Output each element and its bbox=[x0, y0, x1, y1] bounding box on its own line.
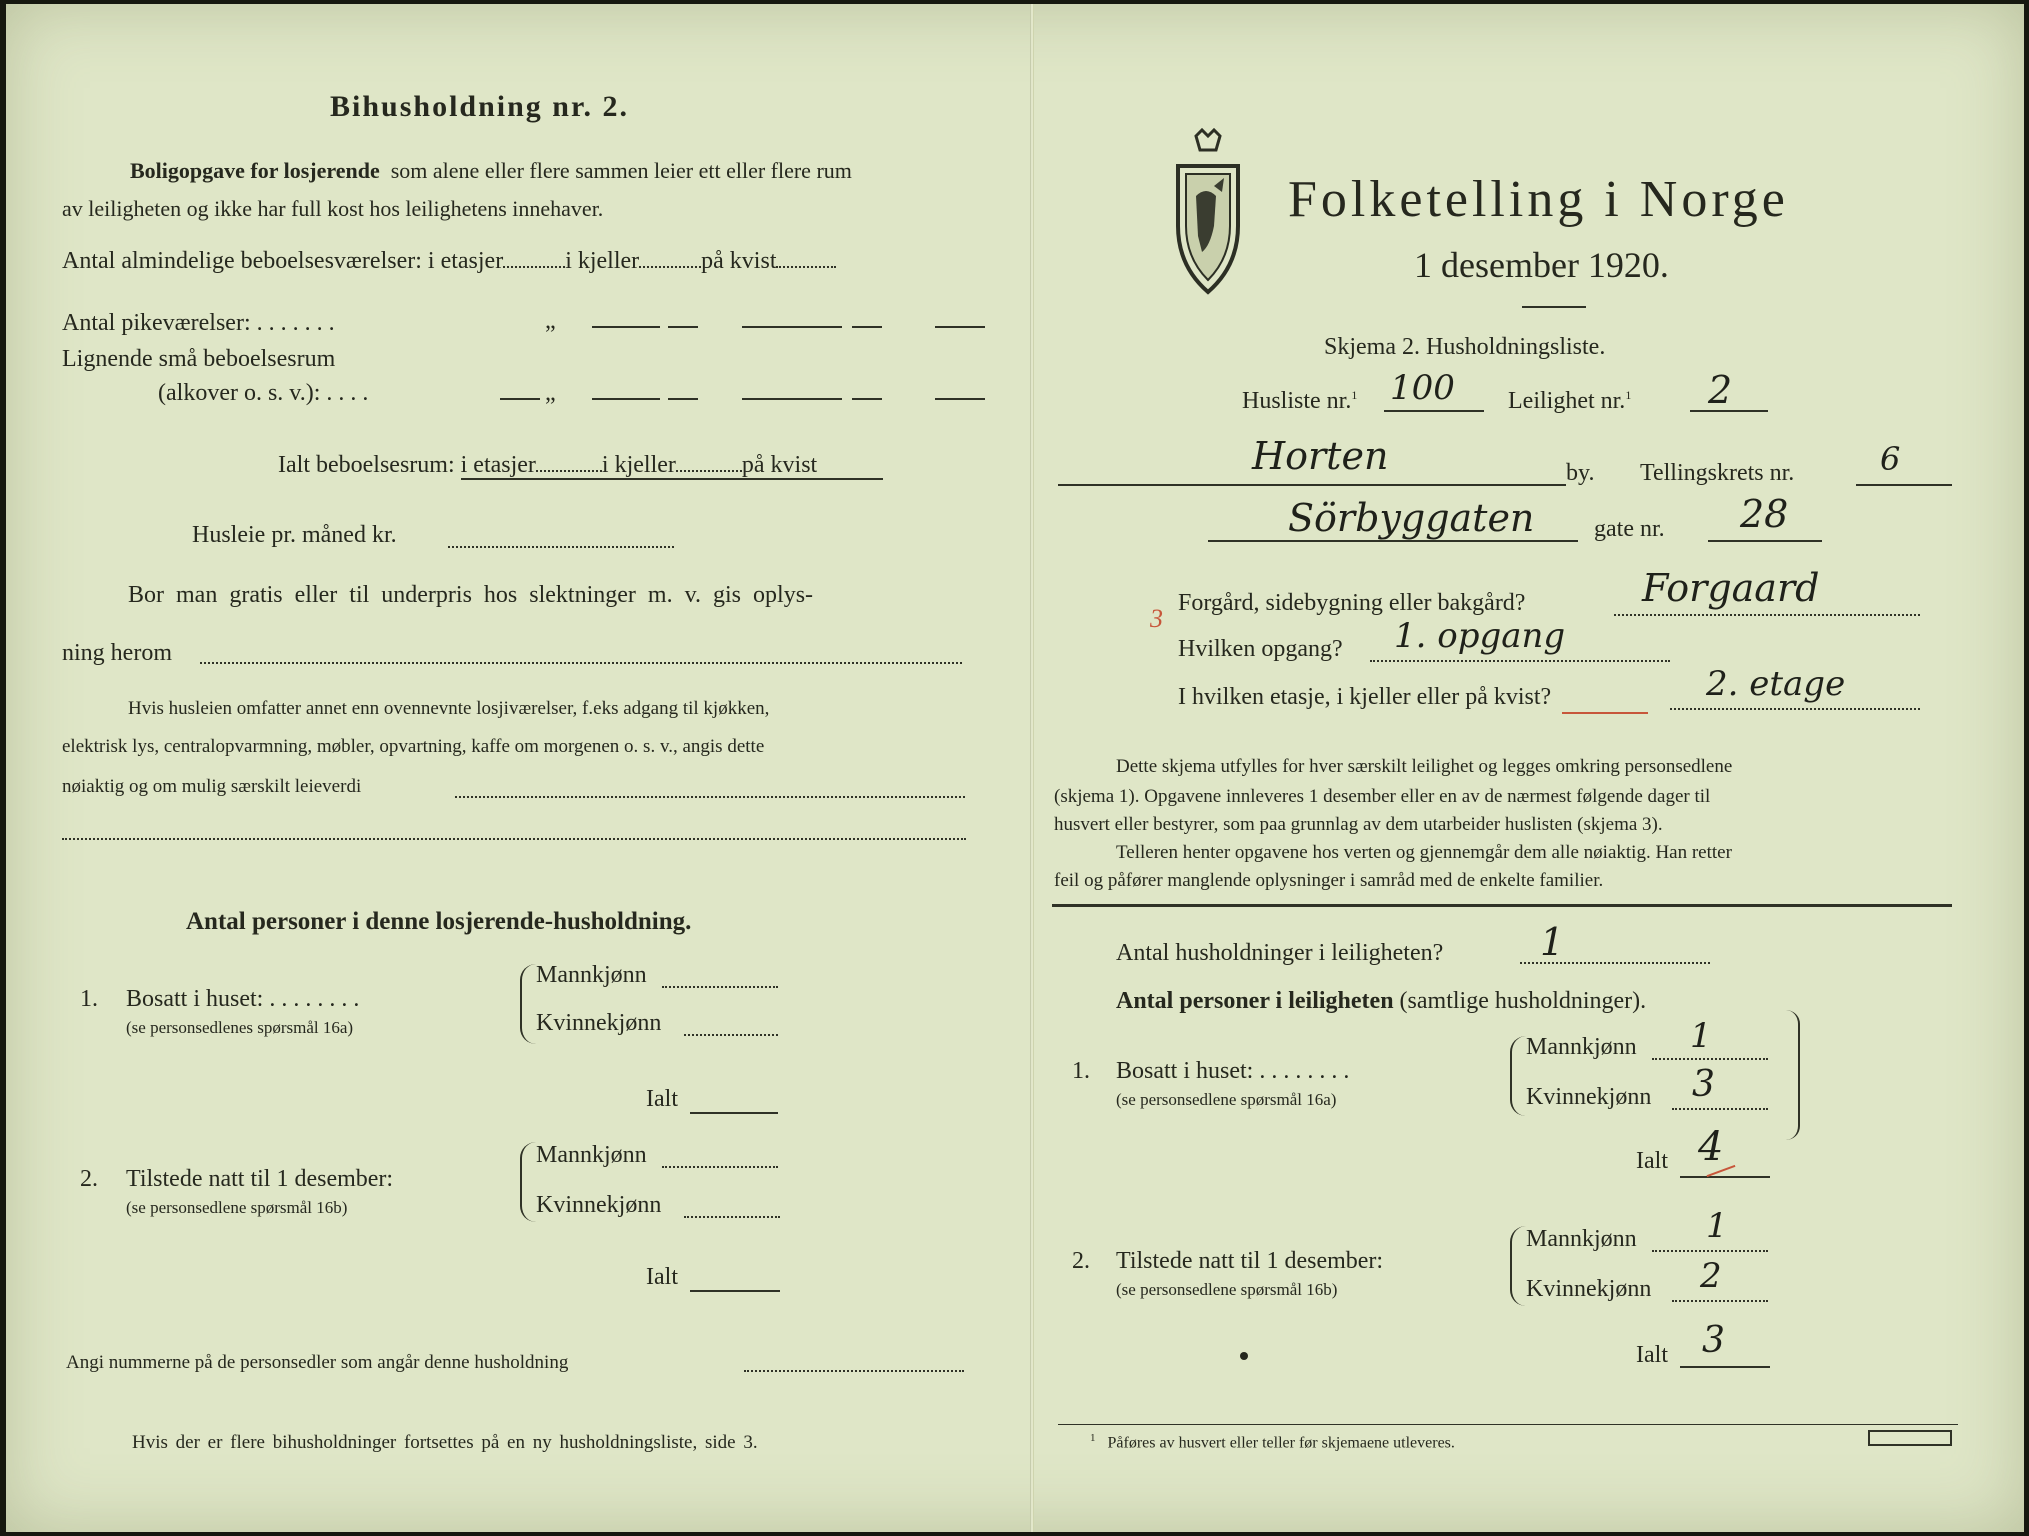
households-label: Antal husholdninger i leiligheten? bbox=[1116, 940, 1444, 966]
left-q2-male-line bbox=[662, 1166, 778, 1168]
right-q2-total-line bbox=[1680, 1366, 1770, 1368]
slip-numbers-line bbox=[744, 1370, 964, 1372]
ink-dot bbox=[1240, 1352, 1248, 1360]
right-q1-male-label: Mannkjønn bbox=[1526, 1034, 1637, 1060]
instructions-3: husvert eller bestyrer, som paa grunnlag av dem utarbeider huslisten (skjema 3). bbox=[1054, 814, 1663, 835]
right-q1-female-value: 3 bbox=[1692, 1064, 1715, 1105]
maid-rooms-row: Antal pikeværelser: . . . . . . . bbox=[62, 310, 335, 336]
lodger-intro-line2: av leiligheten og ikke har full kost hos leilighetens innehaver. bbox=[62, 196, 604, 221]
gate-value: 28 bbox=[1740, 492, 1789, 536]
right-q1-total-value: 4 bbox=[1698, 1124, 1724, 1170]
right-q1-brace bbox=[1510, 1036, 1526, 1116]
left-q2-female-line bbox=[684, 1216, 780, 1218]
title-rule bbox=[1522, 306, 1586, 308]
left-q2-female-label: Kvinnekjønn bbox=[536, 1192, 662, 1218]
left-q1-label: Bosatt i huset: . . . . . . . . bbox=[126, 986, 360, 1012]
free-line bbox=[200, 662, 962, 664]
husliste-value: 100 bbox=[1390, 368, 1455, 408]
maid-kvist-line bbox=[935, 326, 985, 328]
printer-stamp bbox=[1868, 1430, 1952, 1446]
etasje-line bbox=[1670, 708, 1920, 710]
left-q2-brace bbox=[520, 1142, 536, 1222]
left-q2-label: Tilstede natt til 1 desember: bbox=[126, 1166, 394, 1192]
left-q1-note: (se personsedlenes spørsmål 16a) bbox=[126, 1018, 354, 1037]
town-suffix: by. bbox=[1566, 460, 1595, 486]
right-q2-male-label: Mannkjønn bbox=[1526, 1226, 1637, 1252]
left-q1-total-label: Ialt bbox=[646, 1086, 678, 1112]
alkover-label: (alkover o. s. v.): . . . . bbox=[158, 380, 369, 406]
right-q2-note: (se personsedlene spørsmål 16b) bbox=[1116, 1280, 1338, 1299]
instructions-5: feil og påfører manglende oplysninger i samråd med de enkelte familier. bbox=[1054, 870, 1604, 891]
free-line2: ning herom bbox=[62, 640, 172, 666]
left-q2-total-label: Ialt bbox=[646, 1264, 678, 1290]
right-q2-female-line bbox=[1672, 1300, 1768, 1302]
left-q1-male-line bbox=[662, 986, 778, 988]
small-rooms-label: Lignende små beboelsesrum bbox=[62, 346, 336, 372]
right-q2-number: 2. bbox=[1072, 1248, 1090, 1274]
instructions-1: Dette skjema utfylles for hver særskilt leilighet og legges omkring personsedlene bbox=[1116, 756, 1733, 777]
ditto-mark-2: „ bbox=[545, 380, 556, 406]
gate-label: gate nr. bbox=[1594, 516, 1665, 542]
free-line1: Bor man gratis eller til underpris hos slektninger m. v. gis oplys- bbox=[128, 582, 814, 608]
right-q1-male-line bbox=[1652, 1058, 1768, 1060]
husliste-label: Husliste nr.$^1$ bbox=[1242, 388, 1358, 414]
rent-note-line bbox=[455, 796, 965, 798]
left-q1-male-label: Mannkjønn bbox=[536, 962, 647, 988]
maid-kjeller-line bbox=[742, 326, 842, 328]
right-q2-total-label: Ialt bbox=[1636, 1342, 1668, 1368]
alkover-kjeller-line bbox=[742, 398, 842, 400]
krets-value: 6 bbox=[1880, 440, 1901, 478]
census-date: 1 desember 1920. bbox=[1414, 245, 1669, 285]
rent-label: Husleie pr. måned kr. bbox=[192, 522, 397, 548]
right-persons-heading: Antal personer i leiligheten (samtlige husholdninger). bbox=[1116, 988, 1647, 1014]
right-q1-number: 1. bbox=[1072, 1058, 1090, 1084]
leilighet-line bbox=[1690, 410, 1768, 412]
left-title: Bihusholdning nr. 2. bbox=[330, 90, 630, 123]
census-title: Folketelling i Norge bbox=[1288, 171, 1789, 228]
rent-note-extra-line bbox=[62, 838, 966, 840]
krets-label: Tellingskrets nr. bbox=[1640, 460, 1795, 486]
right-q1-male-value: 1 bbox=[1690, 1016, 1712, 1056]
right-q2-total-value: 3 bbox=[1702, 1320, 1725, 1361]
forgaard-line bbox=[1614, 614, 1920, 616]
left-q1-total-line bbox=[690, 1112, 778, 1114]
households-line bbox=[1520, 962, 1710, 964]
right-q2-male-value: 1 bbox=[1706, 1206, 1728, 1246]
form-name: Skjema 2. Husholdningsliste. bbox=[1324, 334, 1606, 360]
opgang-value: 1. opgang bbox=[1394, 616, 1566, 656]
rooms-row: Antal almindelige beboelsesværelser: i etasjer i kjeller på kvist bbox=[62, 248, 836, 275]
right-q1-total-line bbox=[1680, 1176, 1770, 1178]
left-q2-total-line bbox=[690, 1290, 780, 1292]
rent-note-3: nøiaktig og om mulig særskilt leieverdi bbox=[62, 776, 362, 797]
street-line bbox=[1208, 540, 1578, 542]
total-rooms-row: Ialt beboelsesrum: i etasjer i kjeller på kvist bbox=[278, 452, 883, 479]
section-rule bbox=[1052, 904, 1952, 907]
alkover-ditto-1 bbox=[668, 398, 698, 400]
left-q1-female-line bbox=[684, 1034, 778, 1036]
etasje-red-underline bbox=[1562, 712, 1648, 714]
right-q1-female-line bbox=[1672, 1108, 1768, 1110]
right-q2-male-line bbox=[1652, 1250, 1768, 1252]
right-q1-total-label: Ialt bbox=[1636, 1148, 1668, 1174]
alkover-ditto-2 bbox=[852, 398, 882, 400]
gate-line bbox=[1708, 540, 1822, 542]
etasje-label: I hvilken etasje, i kjeller eller på kvist? bbox=[1178, 684, 1552, 710]
instructions-4: Telleren henter opgavene hos verten og gjennemgår dem alle nøiaktig. Han retter bbox=[1116, 842, 1732, 863]
instructions-2: (skjema 1). Opgavene innleveres 1 desember eller en av de nærmest følgende dager til bbox=[1054, 786, 1711, 807]
opgang-label: Hvilken opgang? bbox=[1178, 636, 1343, 662]
rent-note-2: elektrisk lys, centralopvarmning, møbler, opvartning, kaffe om morgenen o. s. v., angis dette bbox=[62, 736, 765, 757]
maid-etasjer-line bbox=[592, 326, 660, 328]
ditto-mark: „ bbox=[545, 308, 556, 334]
right-q1-note: (se personsedlene spørsmål 16a) bbox=[1116, 1090, 1337, 1109]
maid-ditto-1 bbox=[668, 326, 698, 328]
etasje-value: 2. etage bbox=[1706, 664, 1846, 704]
left-q2-note: (se personsedlene spørsmål 16b) bbox=[126, 1198, 348, 1217]
left-q2-number: 2. bbox=[80, 1166, 98, 1192]
left-persons-heading: Antal personer i denne losjerende-husholdning. bbox=[186, 908, 692, 935]
left-footer: Hvis der er flere bihusholdninger fortsettes på en ny husholdningsliste, side 3. bbox=[132, 1432, 758, 1453]
slip-numbers-label: Angi nummerne på de personsedler som angår denne husholdning bbox=[66, 1352, 569, 1373]
forgaard-label: Forgård, sidebygning eller bakgård? bbox=[1178, 590, 1526, 616]
left-q2-male-label: Mannkjønn bbox=[536, 1142, 647, 1168]
right-q1-label: Bosatt i huset: . . . . . . . . bbox=[1116, 1058, 1350, 1084]
right-q1-pencil-bracket bbox=[1784, 1010, 1800, 1140]
norwegian-coat-of-arms-icon bbox=[1166, 126, 1250, 296]
krets-line bbox=[1856, 484, 1952, 486]
street-value: Sörbyggaten bbox=[1288, 496, 1535, 540]
footnote: $^1$ Påføres av husvert eller teller før skjemaene utleveres. bbox=[1090, 1432, 1455, 1452]
page-fold bbox=[1030, 4, 1034, 1532]
alkover-line-a bbox=[500, 398, 540, 400]
husliste-line bbox=[1384, 410, 1484, 412]
maid-ditto-2 bbox=[852, 326, 882, 328]
rent-line bbox=[448, 546, 674, 548]
right-q2-brace bbox=[1510, 1226, 1526, 1306]
footnote-rule bbox=[1058, 1424, 1958, 1425]
right-q1-female-label: Kvinnekjønn bbox=[1526, 1084, 1652, 1110]
town-line bbox=[1058, 484, 1566, 486]
leilighet-value: 2 bbox=[1708, 368, 1733, 412]
right-q2-female-label: Kvinnekjønn bbox=[1526, 1276, 1652, 1302]
right-q2-label: Tilstede natt til 1 desember: bbox=[1116, 1248, 1384, 1274]
margin-red-mark: 3 bbox=[1150, 604, 1163, 633]
leilighet-label: Leilighet nr.$^1$ bbox=[1508, 388, 1632, 414]
left-q1-number: 1. bbox=[80, 986, 98, 1012]
alkover-etasjer-line bbox=[592, 398, 660, 400]
lodger-intro: Boligopgave for losjerende som alene eller flere sammen leier ett eller flere rum bbox=[130, 158, 852, 183]
town-value: Horten bbox=[1252, 434, 1389, 478]
rent-note-1: Hvis husleien omfatter annet enn ovennevnte losjiværelser, f.eks adgang til kjøkken, bbox=[128, 698, 770, 719]
right-q2-female-value: 2 bbox=[1700, 1256, 1722, 1296]
opgang-line bbox=[1370, 660, 1670, 662]
left-q1-female-label: Kvinnekjønn bbox=[536, 1010, 662, 1036]
left-q1-brace bbox=[520, 964, 536, 1044]
households-value: 1 bbox=[1540, 920, 1565, 964]
alkover-kvist-line bbox=[935, 398, 985, 400]
forgaard-value: Forgaard bbox=[1642, 566, 1820, 610]
